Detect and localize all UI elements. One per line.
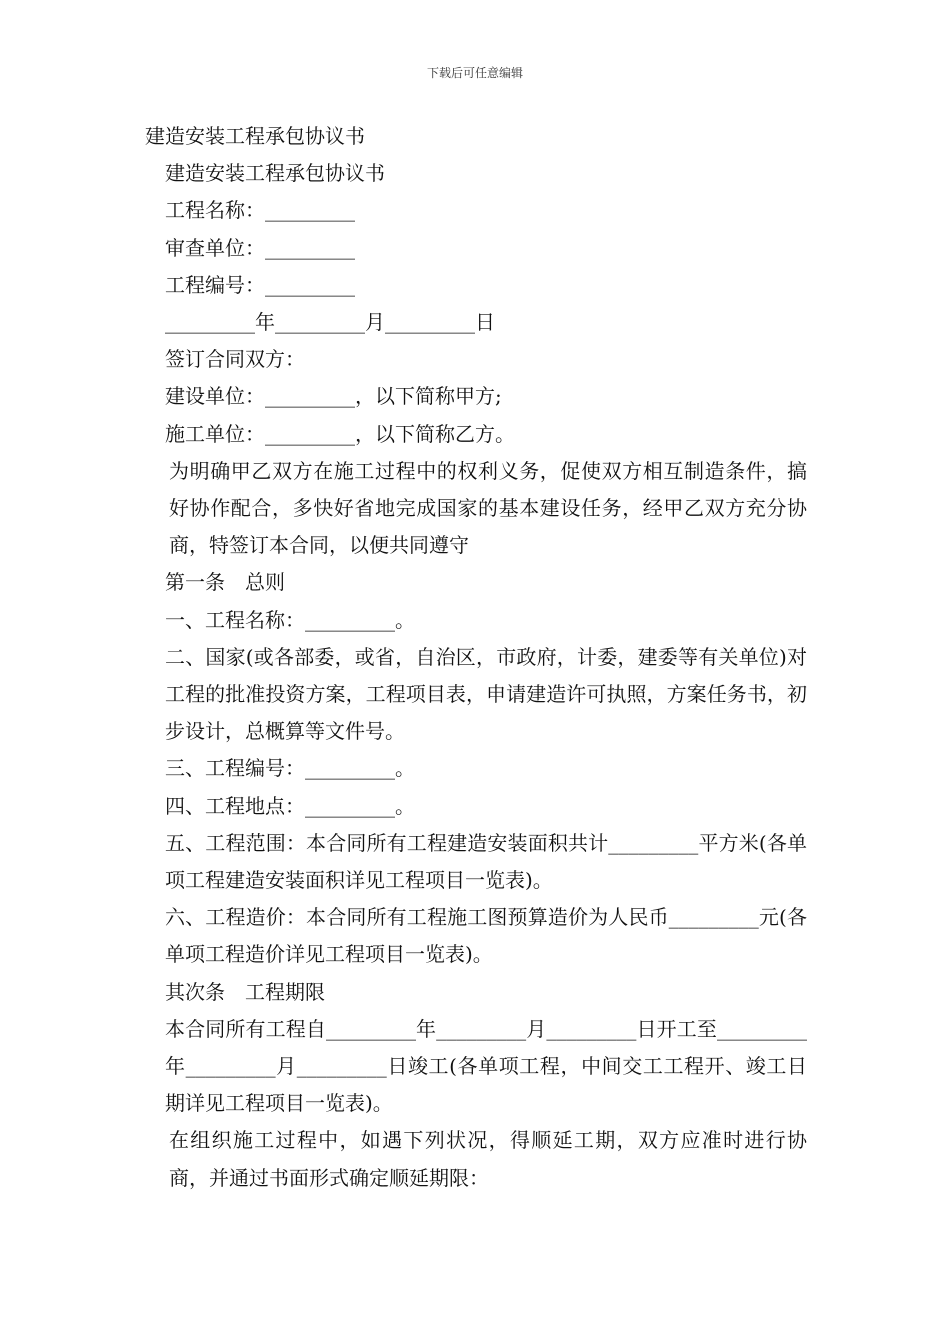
field-construction-unit: 建设单位：_________，以下简称甲方; [165,384,502,409]
contract-body [145,118,807,1197]
field-contractor-unit: 施工单位：_________，以下简称乙方。 [165,421,515,446]
clause-1-5: 五、工程范围：本合同所有工程建造安装面积共计_________平方米(各单项工程建造安装面积详见工程项目一览表)。 [165,830,807,893]
preamble-paragraph: 为明确甲乙双方在施工过程中的权利义务，促使双方相互制造条件，搞好协作配合，多快好省地完成国家的基本建设任务，经甲乙双方充分协商，特签订本合同，以便共同遵守 [169,458,807,558]
clause-1-2: 二、国家(或各部委，或省，自治区，市政府，计委，建委等有关单位)对工程的批准投资方案，工程项目表，申请建造许可执照，方案任务书，初步设计，总概算等文件号。 [165,644,807,744]
field-review-unit: 审查单位：_________ [165,235,355,260]
field-project-name: 工程名称：_________ [165,198,355,223]
parties-heading: 签订合同双方： [165,347,305,372]
clause-1-3: 三、工程编号：_________。 [165,756,415,781]
subtitle: 建造安装工程承包协议书 [165,161,385,186]
clause-1-4: 四、工程地点：_________。 [165,793,415,818]
clause-2-2: 在组织施工过程中，如遇下列状况，得顺延工期，双方应准时进行协商，并通过书面形式确定顺延期限： [169,1128,807,1190]
field-date: _________年_________月_________日 [165,310,495,335]
clause-1-1: 一、工程名称：_________。 [165,607,415,632]
document-title: 建造安装工程承包协议书 [145,124,365,148]
article-2-heading: 其次条 工程期限 [165,979,325,1004]
header-note: 下载后可任意编辑 [426,66,523,80]
field-project-number: 工程编号：_________ [165,272,355,297]
clause-2-1: 本合同所有工程自_________年_________月_________日开工至_________年_________月_________日竣工(各单项工程，中间交工工程开、竣工日期详见工程项目一览表)。 [165,1016,807,1116]
article-1-heading: 第一条 总则 [165,570,285,595]
clause-1-6: 六、工程造价：本合同所有工程施工图预算造价为人民币_________元(各单项工程造价详见工程项目一览表)。 [165,905,807,967]
